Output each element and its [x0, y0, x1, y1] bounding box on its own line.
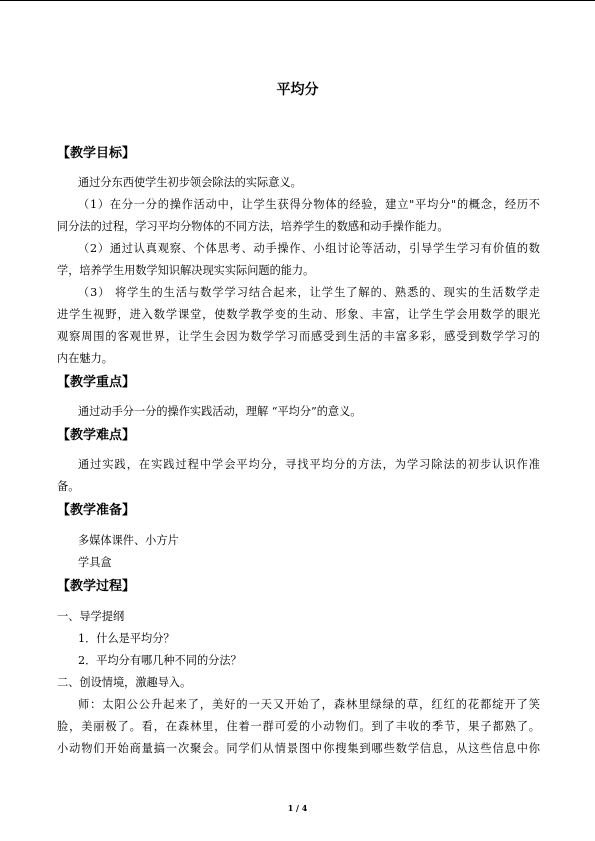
- goals-line-5: 学，培养学生用数学知识解决现实实际问题的能力。: [57, 264, 315, 277]
- heading-key-points: 【教学重点】: [57, 375, 136, 390]
- difficulty-line-1: 通过实践，在实践过程中学会平均分，寻找平均分的方法，为学习除法的初步认识作准: [78, 458, 540, 471]
- goals-line-7: 进学生视野，进入数学课堂，使数学教学变的生动、形象、丰富，让学生学会用数学的眼光: [57, 308, 540, 321]
- process-line-6: 脸，美丽极了。看，在森林里，住着一群可爱的小动物们。到了丰收的季节，果子都熟了。: [57, 720, 540, 733]
- page-number: 1 / 4: [287, 803, 308, 813]
- document-title: 平均分: [276, 82, 319, 98]
- goals-line-9: 内在魅力。: [57, 352, 113, 365]
- goals-line-2: （1）在分一分的操作活动中，让学生获得分物体的经验，建立"平均分"的概念，经历不: [78, 198, 540, 211]
- heading-difficulties: 【教学难点】: [57, 428, 136, 443]
- goals-line-6: （3） 将学生的生活与数学学习结合起来，让学生了解的、熟悉的、现实的生活数学走: [78, 286, 540, 299]
- prep-line-2: 学具盒: [78, 556, 112, 569]
- goals-line-3: 同分法的过程，学习平均分物体的不同方法，培养学生的数感和动手操作能力。: [57, 220, 449, 233]
- goals-line-1: 通过分东西使学生初步领会除法的实际意义。: [78, 176, 302, 189]
- process-line-2: 1．什么是平均分？: [78, 632, 175, 645]
- goals-line-4: （2）通过认真观察、个体思考、动手操作、小组讨论等活动，引导学生学习有价值的数: [78, 242, 540, 255]
- prep-line-1: 多媒体课件、小方片: [78, 534, 179, 547]
- heading-preparation: 【教学准备】: [57, 503, 136, 518]
- process-line-7: 小动物们开始商量搞一次聚会。同学们从情景图中你搜集到哪些数学信息，从这些信息中你: [57, 742, 540, 755]
- process-line-5: 师：太阳公公升起来了，美好的一天又开始了，森林里绿绿的草，红红的花都绽开了笑: [78, 698, 540, 711]
- top-border: [0, 0, 595, 1]
- process-line-4: 二、创设情境，激趣导入。: [57, 676, 192, 689]
- goals-line-8: 观察周围的客观世界，让学生会因为数学学习而感受到生活的丰富多彩，感受到数学学习的: [57, 330, 540, 343]
- heading-teaching-process: 【教学过程】: [57, 579, 136, 594]
- process-line-3: 2．平均分有哪几种不同的分法？: [78, 654, 242, 667]
- process-line-1: 一、导学提纲: [57, 610, 125, 623]
- difficulty-line-2: 备。: [57, 480, 80, 493]
- key-line-1: 通过动手分一分的操作实践活动，理解 “平均分”的意义。: [78, 405, 362, 418]
- heading-teaching-goals: 【教学目标】: [57, 146, 136, 161]
